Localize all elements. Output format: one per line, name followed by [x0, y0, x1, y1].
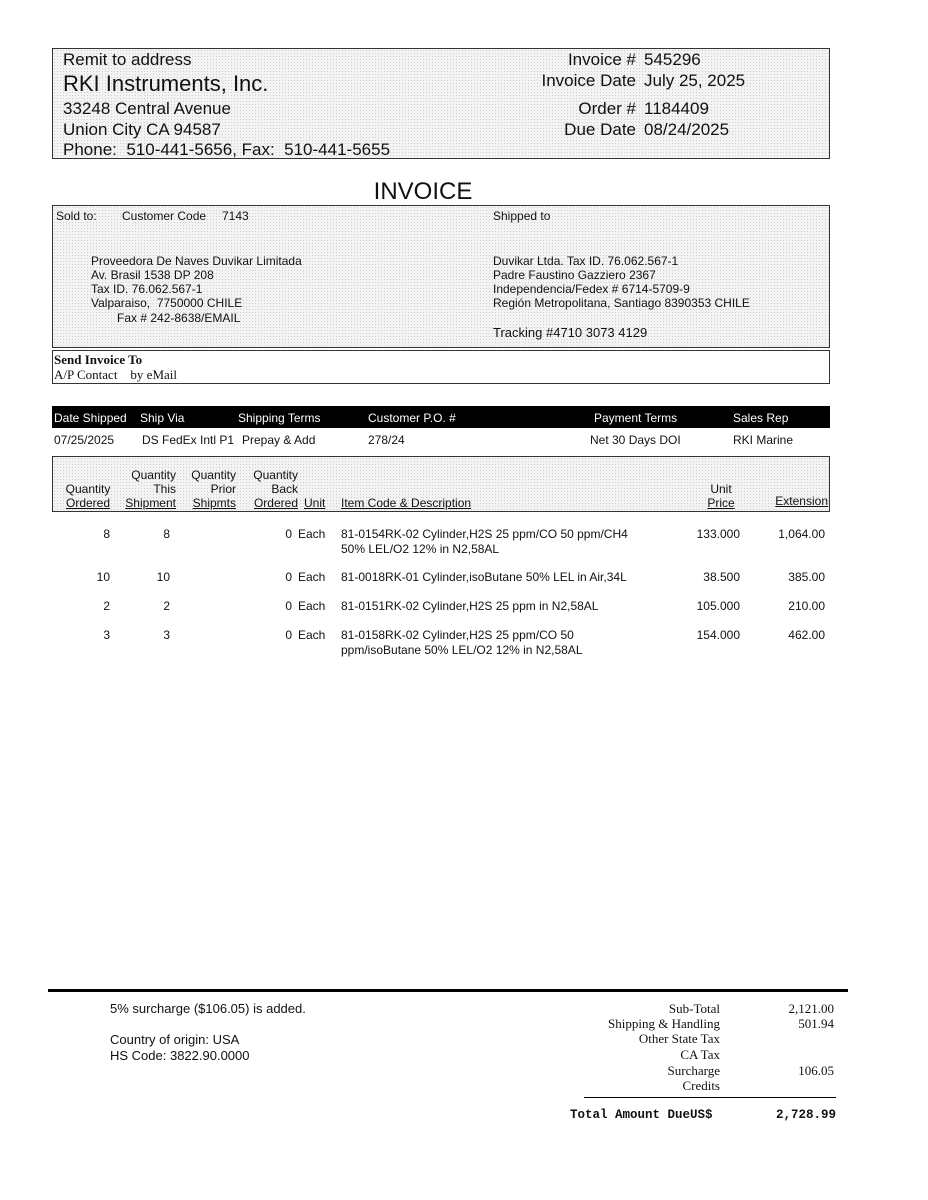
col-label: Back — [271, 482, 298, 496]
col-label: Quantity — [253, 468, 298, 482]
item-unit-price: 105.000 — [696, 599, 740, 613]
col-label: Price — [707, 496, 735, 510]
order-number-label: Order # — [578, 99, 636, 118]
invoice-date-label: Invoice Date — [541, 71, 636, 90]
shipping-ship-via: DS FedEx Intl P1 — [142, 433, 235, 447]
remit-city: Union City CA 94587 — [63, 120, 221, 139]
due-date: 08/24/2025 — [644, 120, 730, 139]
invoice-date: July 25, 2025 — [644, 71, 746, 90]
totals-label: Surcharge — [667, 1063, 720, 1078]
send-invoice-line: A/P Contact by eMail — [54, 367, 178, 382]
totals-value: 501.94 — [798, 1016, 834, 1031]
shipping-terms: Prepay & Add — [242, 433, 316, 447]
item-desc-line2: ppm/isoButane 50% LEL/O2 12% in N2,58AL — [341, 643, 583, 657]
item-desc-line1: 81-0151RK-02 Cylinder,H2S 25 ppm in N2,58AL — [341, 599, 599, 613]
origin-note: Country of origin: USA — [110, 1032, 240, 1047]
page-title: INVOICE — [373, 178, 473, 205]
customer-code: 7143 — [222, 209, 249, 223]
col-qty-ordered — [58, 482, 118, 510]
remit-street: 33248 Central Avenue — [63, 99, 231, 118]
col-qty-this — [118, 468, 176, 510]
remit-label: Remit to address — [63, 50, 192, 69]
totals-value: 106.05 — [798, 1063, 834, 1078]
totals-divider — [584, 1097, 836, 1098]
item-qty-this: 8 — [163, 527, 170, 541]
col-label: Quantity — [65, 482, 111, 496]
shipping-header-terms: Shipping Terms — [238, 411, 321, 425]
item-desc-line1: 81-0158RK-02 Cylinder,H2S 25 ppm/CO 50 — [341, 628, 574, 642]
invoice-number: 545296 — [644, 50, 701, 69]
shipping-header-date-shipped: Date Shipped — [54, 411, 127, 425]
item-qty-back: 0 — [285, 599, 292, 613]
col-label: Prior — [210, 482, 236, 496]
shipping-sales-rep: RKI Marine — [733, 433, 794, 447]
surcharge-note: 5% surcharge ($106.05) is added. — [110, 1001, 306, 1016]
item-qty-back: 0 — [285, 527, 292, 541]
item-unit: Each — [298, 628, 326, 642]
item-unit: Each — [298, 599, 326, 613]
col-label: Quantity — [191, 468, 236, 482]
col-label: Ordered — [253, 496, 298, 510]
invoice-number-label: Invoice # — [567, 50, 636, 69]
col-qty-prior — [180, 468, 236, 510]
item-unit-price: 154.000 — [696, 628, 740, 642]
table-row — [52, 527, 828, 557]
total-due-value: 2,728.99 — [775, 1108, 836, 1122]
item-desc-line1: 81-0018RK-01 Cylinder,isoButane 50% LEL in Air,34L — [341, 570, 627, 584]
item-extension: 210.00 — [788, 599, 825, 613]
remit-phone: Phone: 510-441-5656, Fax: 510-441-5655 — [63, 140, 391, 159]
shipping-header-po: Customer P.O. # — [368, 411, 456, 425]
item-qty-this: 10 — [156, 570, 170, 584]
table-row — [52, 628, 828, 658]
sold-to-label: Sold to: — [56, 209, 97, 223]
item-unit-price: 38.500 — [703, 570, 740, 584]
shipping-date-shipped: 07/25/2025 — [54, 433, 115, 447]
shipping-po: 278/24 — [368, 433, 405, 447]
item-desc-line2: 50% LEL/O2 12% in N2,58AL — [341, 542, 500, 556]
company-name: RKI Instruments, Inc. — [63, 71, 269, 96]
item-qty-ordered: 8 — [103, 527, 110, 541]
col-extension: Extension — [775, 494, 828, 508]
col-label: Quantity — [131, 468, 176, 482]
send-invoice-title: Send Invoice To — [54, 352, 143, 367]
total-due-label: Total Amount DueUS$ — [570, 1108, 713, 1122]
col-label: Shipmts — [192, 496, 236, 510]
sold-to-line: Av. Brasil 1538 DP 208 — [91, 268, 214, 282]
totals-label: Credits — [682, 1078, 720, 1093]
item-qty-ordered: 10 — [96, 570, 110, 584]
item-extension: 385.00 — [788, 570, 825, 584]
totals-value: 2,121.00 — [788, 1001, 834, 1016]
item-qty-back: 0 — [285, 570, 292, 584]
item-qty-ordered: 2 — [103, 599, 110, 613]
item-qty-back: 0 — [285, 628, 292, 642]
item-qty-this: 2 — [163, 599, 170, 613]
table-row — [52, 599, 828, 615]
sold-to-line: Proveedora De Naves Duvikar Limitada — [91, 254, 302, 268]
shipping-header-sales-rep: Sales Rep — [733, 411, 789, 425]
totals-label: Sub-Total — [668, 1001, 720, 1016]
shipping-header-payment: Payment Terms — [594, 411, 678, 425]
shipping-payment: Net 30 Days DOI — [590, 433, 681, 447]
item-qty-this: 3 — [163, 628, 170, 642]
footer-divider — [48, 989, 848, 992]
totals-label: CA Tax — [680, 1047, 720, 1062]
hs-code-note: HS Code: 3822.90.0000 — [110, 1048, 250, 1063]
tracking-number: Tracking #4710 3073 4129 — [493, 325, 648, 340]
shipped-to-line: Duvikar Ltda. Tax ID. 76.062.567-1 — [493, 254, 679, 268]
item-unit: Each — [298, 570, 326, 584]
col-label: This — [153, 482, 176, 496]
shipped-to-line: Región Metropolitana, Santiago 8390353 CHILE — [493, 296, 750, 310]
col-unit: Unit — [304, 496, 326, 510]
col-label: Unit — [710, 482, 732, 496]
item-unit: Each — [298, 527, 326, 541]
totals-label: Shipping & Handling — [608, 1016, 720, 1031]
customer-code-label: Customer Code — [122, 209, 207, 223]
shipped-to-line: Padre Faustino Gazziero 2367 — [493, 268, 656, 282]
item-qty-ordered: 3 — [103, 628, 110, 642]
col-unit-price — [698, 482, 744, 510]
col-label: Shipment — [125, 496, 176, 510]
table-row — [52, 570, 828, 586]
col-description: Item Code & Description — [341, 496, 472, 510]
shipped-to-line: Independencia/Fedex # 6714-5709-9 — [493, 282, 690, 296]
item-unit-price: 133.000 — [696, 527, 740, 541]
sold-to-line: Tax ID. 76.062.567-1 — [91, 282, 203, 296]
order-number: 1184409 — [644, 99, 709, 118]
col-qty-back — [240, 468, 298, 510]
shipped-to-label: Shipped to — [493, 209, 551, 223]
item-desc-line1: 81-0154RK-02 Cylinder,H2S 25 ppm/CO 50 ppm/CH4 — [341, 527, 628, 541]
item-extension: 462.00 — [788, 628, 825, 642]
sold-to-line: Fax # 242-8638/EMAIL — [117, 311, 241, 325]
item-extension: 1,064.00 — [778, 527, 825, 541]
due-date-label: Due Date — [564, 120, 636, 139]
sold-to-line: Valparaiso, 7750000 CHILE — [91, 296, 243, 310]
totals-label: Other State Tax — [638, 1031, 720, 1046]
col-label: Ordered — [65, 496, 111, 510]
shipping-header-ship-via: Ship Via — [140, 411, 185, 425]
